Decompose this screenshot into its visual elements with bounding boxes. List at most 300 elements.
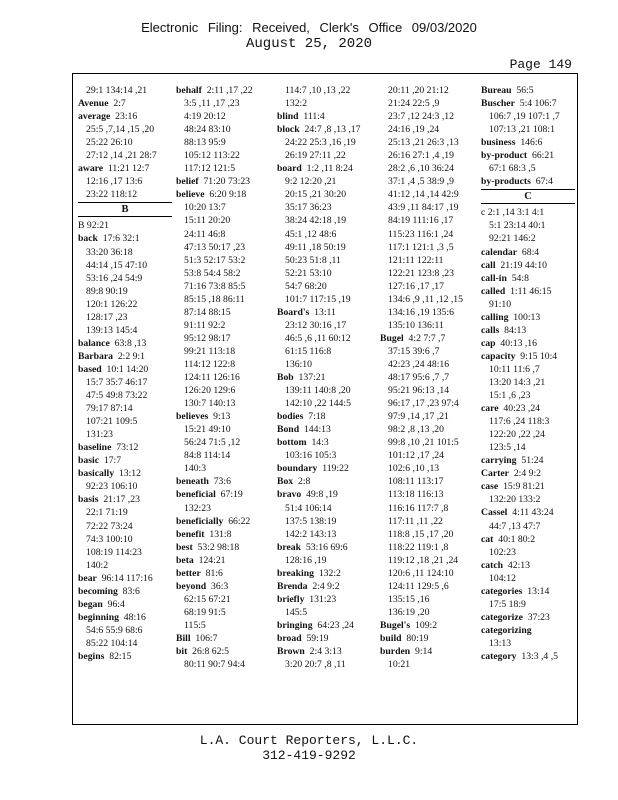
page-line-refs: 66:22 [228,515,251,527]
index-refs-line: 103:16 105:3 [285,450,337,462]
index-word: believe [176,189,205,201]
page-line-refs: 10:1 14:20 [106,363,149,375]
index-refs-line: 132:23 [184,502,211,514]
index-word: Bob [277,372,294,384]
index-refs-line: 101:12 ,17 ,24 [388,450,444,462]
index-refs-line: 84:19 111:16 ,17 [388,215,454,227]
index-refs-line: 13:20 14:3 ,21 [489,376,546,388]
index-word: beneath [176,476,209,488]
index-word: board [277,163,302,175]
index-refs-line: 62:15 67:21 [184,593,231,605]
index-refs-line: 3:20 20:7 ,8 ,11 [285,659,346,671]
page-line-refs: 9:15 10:4 [520,350,558,362]
index-word: Board's [277,306,310,318]
index-entry [176,554,270,567]
index-refs-line: 26:19 27:11 ,22 [285,150,346,162]
page-line-refs: 1:2 ,11 8:24 [306,163,353,175]
index-entry [481,149,575,162]
index-entry [481,454,575,467]
index-refs-line: 20:15 ,21 30:20 [285,189,347,201]
index-word: basic [78,455,99,467]
index-entry [481,136,575,149]
index-entry [176,632,270,645]
index-word: calls [481,324,500,336]
index-word: benefit [176,528,205,540]
index-refs-line: 132:20 133:2 [489,494,541,506]
index-word: carrying [481,455,517,467]
page-line-refs: 1:11 46:15 [510,285,552,297]
page-line-refs: 23:16 [115,111,138,123]
index-entry [277,475,371,488]
page-line-refs: 146:6 [520,137,543,149]
page-line-refs: 109:2 [415,619,438,631]
page-line-refs: 26:8 62:5 [192,646,230,658]
index-refs-line: 136:19 ,20 [388,606,430,618]
index-word: build [380,632,402,644]
index-entry [277,436,371,449]
index-word: becoming [78,585,118,597]
index-entry [380,632,474,645]
index-refs-line: 43:9 ,11 84:17 ,19 [388,202,459,214]
index-refs-line: 22:1 71:19 [86,507,128,519]
index-entry [176,645,270,658]
index-word: bringing [277,619,313,631]
index-entry [78,232,172,245]
index-entry [481,285,575,298]
index-refs-line: 48:24 83:10 [184,124,231,136]
page-line-refs: 106:7 [195,632,218,644]
index-word: begins [78,650,105,662]
index-refs-line: 56:24 71:5 ,12 [184,437,241,449]
index-refs-line: 142:10 ,22 144:5 [285,398,351,410]
index-entry [277,462,371,475]
page-line-refs: 9:14 [415,646,433,658]
index-word: by-products [481,176,531,188]
index-refs-line: 140:2 [86,559,109,571]
index-entry [176,410,270,423]
index-entry [176,567,270,580]
index-refs-line: 12:16 ,17 13:6 [86,176,143,188]
index-entry [481,84,575,97]
page-line-refs: 111:4 [303,111,325,123]
page-line-refs: 2:7 [113,98,126,110]
index-refs-line: 52:21 53:10 [285,267,332,279]
index-refs-line: 25:5 ,7,14 ,15 ,20 [86,124,155,136]
page-line-refs: 9:13 [213,411,231,423]
index-entry [277,423,371,436]
index-refs-line: 92:23 106:10 [86,481,138,493]
index-refs-line: 80:11 90:7 94:4 [184,659,245,671]
index-entry [176,84,270,97]
page-line-refs: 119:22 [322,463,349,475]
index-refs-line: c 2:1 ,14 3:1 4:1 [481,207,545,219]
index-entry [481,533,575,546]
page-line-refs: 144:13 [303,424,331,436]
index-refs-line: 20:11 ,20 21:12 [388,85,449,96]
index-entry [481,259,575,272]
index-refs-line: 105:12 113:22 [184,150,240,162]
index-entry [78,350,172,363]
index-entry [277,645,371,658]
page-line-refs: 14:3 [311,437,329,449]
index-refs-line: 108:19 114:23 [86,546,142,558]
index-word: case [481,481,499,493]
index-refs-line: 117:6 ,24 118:3 [489,416,550,428]
page-line-refs: 2:2 9:1 [117,350,146,362]
index-refs-line: 123:5 ,14 [489,442,526,454]
page-line-refs: 73:6 [213,476,231,488]
index-refs-line: 117:1 121:1 ,3 ,5 [388,241,454,253]
index-entry [481,175,575,188]
index-entry [277,580,371,593]
index-refs-line: 126:20 129:6 [184,385,236,397]
page-line-refs: 4:11 43:24 [512,507,554,519]
index-refs-line: 3:5 ,11 ,17 ,23 [184,98,240,110]
index-entry [78,363,172,376]
index-word: cat [481,533,494,545]
index-refs-line: 49:11 ,18 50:19 [285,241,346,253]
index-entry [481,324,575,337]
index-refs-line: 127:16 ,17 ,17 [388,280,444,292]
index-refs-line: 15:11 20:20 [184,215,231,227]
page-line-refs: 67:19 [220,489,243,501]
index-refs-line: 42:23 ,24 48:16 [388,358,450,370]
page-line-refs: 21:19 44:10 [500,259,547,271]
index-word: beneficial [176,489,216,501]
index-refs-line: 95:12 98:17 [184,332,231,344]
index-word: Bureau [481,85,512,96]
index-refs-line: 124:11 129:5 ,6 [388,580,449,592]
index-word: Barbara [78,350,113,362]
index-refs-line: 104:12 [489,572,516,584]
index-refs-line: 53:8 54:4 58:2 [184,267,241,279]
index-refs-line: 33:20 36:18 [86,246,133,258]
index-refs-line: 108:11 113:17 [388,476,444,488]
index-entry [176,475,270,488]
index-refs-line: 135:10 136:11 [388,319,444,331]
index-word: bravo [277,489,302,501]
index-word: balance [78,337,110,349]
index-refs-line: 102:23 [489,546,516,558]
page-line-refs: 63:8 ,13 [114,337,147,349]
index-refs-line: 118:8 ,15 ,17 ,20 [388,528,454,540]
index-refs-line: 44:14 ,15 47:10 [86,259,148,271]
index-refs-line: 54:7 68:20 [285,280,327,292]
page-line-refs: 21:17 ,23 [103,494,140,506]
index-refs-line: 145:5 [285,606,308,618]
index-entry [176,528,270,541]
index-word: calendar [481,246,518,258]
index-entry [481,467,575,480]
page-line-refs: 17:7 [103,455,122,467]
section-letter: B [78,202,172,217]
index-entry [78,97,172,110]
index-word: average [78,111,111,123]
index-refs-line: 17:5 18:9 [489,598,526,610]
index-word: call [481,259,496,271]
page-line-refs: 13:12 [118,468,141,480]
index-refs-line: 15:1 ,6 ,23 [489,390,531,402]
index-word: best [176,541,193,553]
index-entry [481,337,575,350]
index-refs-line: 15:21 49:10 [184,424,231,436]
index-entry [176,175,270,188]
index-refs-line: 107:21 109:5 [86,416,138,428]
index-column-5 [481,84,575,663]
index-entry [78,585,172,598]
index-word: calling [481,311,509,323]
index-refs-line: 119:12 ,18 ,21 ,24 [388,554,459,566]
index-refs-line: 124:11 126:16 [184,372,240,384]
index-refs-line: 137:5 138:19 [285,515,337,527]
index-entry [481,311,575,324]
page-line-refs: 49:8 ,19 [306,489,338,501]
index-entry [481,585,575,598]
index-word: breaking [277,567,314,579]
index-entry [78,441,172,454]
section-letter: C [481,189,575,204]
index-word: basis [78,494,99,506]
page-line-refs: 54:8 [511,272,529,284]
index-entry [481,272,575,285]
index-refs-line: 38:24 42:18 ,19 [285,215,347,227]
index-entry [78,454,172,467]
index-word: Carter [481,468,509,480]
index-word: beyond [176,580,207,592]
index-word: behalf [176,85,202,96]
index-refs-line: B 92:21 [78,220,109,232]
index-refs-line: 5:1 23:14 40:1 [489,220,546,232]
index-word: Bugel [380,332,404,344]
index-refs-line: 15:7 35:7 46:17 [86,376,148,388]
index-entry [481,246,575,259]
page-number: Page 149 [509,57,572,72]
index-column-2 [176,84,270,671]
index-refs-line: 79:17 87:14 [86,403,133,415]
index-refs-line: 139:11 140:8 ,20 [285,385,351,397]
index-refs-line: 51:4 106:14 [285,502,332,514]
index-entry [78,650,172,663]
index-refs-line: 113:18 116:13 [388,489,444,501]
index-entry [277,567,371,580]
filing-date: August 25, 2020 [245,36,373,52]
index-word: cap [481,337,496,349]
index-entry [176,188,270,201]
page-line-refs: 132:2 [318,567,341,579]
page-line-refs: 40:13 ,16 [500,337,537,349]
index-word: block [277,124,300,136]
page-line-refs: 131:8 [209,528,232,540]
index-word: category [481,650,517,662]
index-refs-line: 91:10 [489,298,512,310]
index-refs-line: 130:7 140:13 [184,398,236,410]
index-refs-line: 41:12 ,14 ,14 42:9 [388,189,459,201]
index-word: business [481,137,516,149]
page-line-refs: 53:16 69:6 [305,541,348,553]
page-line-refs: 80:19 [406,632,429,644]
index-refs-line: 135:15 ,16 [388,593,430,605]
index-refs-line: 25:22 26:10 [86,137,133,149]
index-refs-line: 24:11 46:8 [184,228,226,240]
index-entry [380,619,474,632]
index-refs-line: 21:24 22:5 ,9 [388,98,440,110]
page-line-refs: 11:21 12:7 [107,163,150,175]
index-refs-line: 37:1 ,4 ,5 38:9 ,9 [388,176,454,188]
index-refs-line: 120:6 ,11 124:10 [388,567,454,579]
index-word: capacity [481,350,516,362]
index-refs-line: 23:12 30:16 ,17 [285,319,347,331]
index-refs-line: 95:21 96:13 ,14 [388,385,450,397]
page-line-refs: 2:4 3:13 [309,646,342,658]
index-entry [481,611,575,624]
index-column-3 [277,84,371,671]
index-refs-line: 47:5 49:8 73:22 [86,390,148,402]
index-entry [481,97,575,110]
index-refs-line: 10:11 11:6 ,7 [489,363,540,375]
index-refs-line: 67:1 68:3 ,5 [489,163,536,175]
page-line-refs: 64:23 ,24 [317,619,354,631]
page-line-refs: 37:23 [527,611,550,623]
index-refs-line: 27:12 ,14 ,21 28:7 [86,150,157,162]
page-line-refs: 131:23 [309,593,337,605]
index-refs-line: 122:20 ,22 ,24 [489,429,545,441]
index-word: began [78,598,103,610]
index-refs-line: 84:8 114:14 [184,450,231,462]
index-word: Bill [176,632,191,644]
index-entry [481,506,575,519]
page-line-refs: 6:20 9:18 [209,189,247,201]
page-line-refs: 137:21 [298,372,326,384]
index-refs-line: 107:13 ,21 108:1 [489,124,555,136]
index-entry [481,559,575,572]
index-entry [277,410,371,423]
index-entry [277,123,371,136]
index-refs-line: 28:2 ,6 ,10 36:24 [388,163,454,175]
index-refs-line: 74:3 100:10 [86,533,133,545]
index-refs-line: 134:16 ,19 135:6 [388,306,454,318]
index-refs-line: 114:7 ,10 ,13 ,22 [285,85,351,96]
index-refs-line: 24:22 25:3 ,16 ,19 [285,137,356,149]
index-entry [78,611,172,624]
index-refs-line: 85:15 ,18 86:11 [184,293,245,305]
index-refs-line: 4:19 20:12 [184,111,226,123]
index-refs-line: 53:16 ,24 54:9 [86,272,143,284]
page-line-refs: 84:13 [504,324,527,336]
page-line-refs: 2:4 9:2 [312,580,340,592]
index-word: burden [380,646,411,658]
index-word: called [481,285,506,297]
page-line-refs: 51:24 [521,455,544,467]
index-entry [78,572,172,585]
index-word: catch [481,559,504,571]
index-entry [380,332,474,345]
index-word: beneficially [176,515,224,527]
index-entry [481,624,575,637]
index-entry [78,110,172,123]
index-entry [481,650,575,663]
index-word: belief [176,176,199,188]
index-entry [78,162,172,175]
index-entry [78,598,172,611]
index-refs-line: 10:21 [388,659,411,671]
index-refs-line: 54:6 55:9 68:6 [86,624,143,636]
page-line-refs: 42:13 [507,559,530,571]
index-word: Buscher [481,98,515,110]
page-line-refs: 13:14 [527,585,550,597]
page-line-refs: 53:2 98:18 [197,541,240,553]
index-word: bodies [277,411,304,423]
page-line-refs: 66:21 [531,150,555,162]
page-line-refs: 81:6 [205,567,223,579]
index-refs-line: 89:8 90:19 [86,285,128,297]
index-refs-line: 51:3 52:17 53:2 [184,254,246,266]
page-line-refs: 100:13 [513,311,541,323]
index-refs-line: 45:1 ,12 48:6 [285,228,337,240]
index-entry [481,402,575,415]
index-refs-line: 24:16 ,19 ,24 [388,124,440,136]
index-word: beta [176,554,194,566]
page-line-refs: 36:3 [211,580,229,592]
index-refs-line: 128:16 ,19 [285,554,327,566]
index-word: bear [78,572,97,584]
index-refs-line: 72:22 73:24 [86,520,133,532]
index-refs-line: 23:7 ,12 24:3 ,12 [388,111,454,123]
index-word: categorizing [481,624,532,636]
index-refs-line: 37:15 39:6 ,7 [388,345,440,357]
index-refs-line: 96:17 ,17 ,23 97:4 [388,398,459,410]
index-refs-line: 48:17 95:6 ,7 ,7 [388,372,450,384]
index-word: call-in [481,272,507,284]
reporter-phone: 312-419-9292 [262,748,356,763]
index-word: boundary [277,463,318,475]
index-entry [176,541,270,554]
index-word: care [481,403,499,415]
index-refs-line: 134:6 ,9 ,11 ,12 ,15 [388,293,463,305]
page-line-refs: 4:2 7:7 ,7 [408,332,446,344]
index-word: better [176,567,201,579]
index-refs-line: 50:23 51:8 ,11 [285,254,341,266]
index-refs-line: 85:22 104:14 [86,637,138,649]
page-line-refs: 48:16 [123,611,146,623]
index-entry [277,619,371,632]
index-word: basically [78,468,115,480]
index-refs-line: 132:2 [285,98,308,110]
index-word: Avenue [78,98,109,110]
index-refs-line: 99:21 113:18 [184,345,236,357]
index-word: Brenda [277,580,308,592]
index-word: back [78,233,98,245]
page-line-refs: 71:20 73:23 [203,176,251,188]
index-entry [277,110,371,123]
index-refs-line: 115:5 [184,619,206,631]
filing-stamp: Electronic Filing: Received, Clerk's Office 09/03/2020 [141,20,477,35]
index-word: Bond [277,424,300,436]
index-refs-line: 128:17 ,23 [86,311,128,323]
page-line-refs: 2:11 ,17 ,22 [206,85,253,96]
index-word: categories [481,585,523,597]
index-refs-line: 101:7 117:15 ,19 [285,293,351,305]
page-line-refs: 82:15 [109,650,132,662]
index-refs-line: 122:21 123:8 ,23 [388,267,454,279]
page-line-refs: 13:3 ,4 ,5 [521,650,558,662]
index-refs-line: 88:13 95:9 [184,137,226,149]
index-entry [176,580,270,593]
index-refs-line: 114:12 122:8 [184,358,236,370]
index-word: Box [277,476,294,488]
index-refs-line: 102:6 ,10 ,13 [388,463,440,475]
index-entry [78,337,172,350]
index-refs-line: 142:2 143:13 [285,528,337,540]
